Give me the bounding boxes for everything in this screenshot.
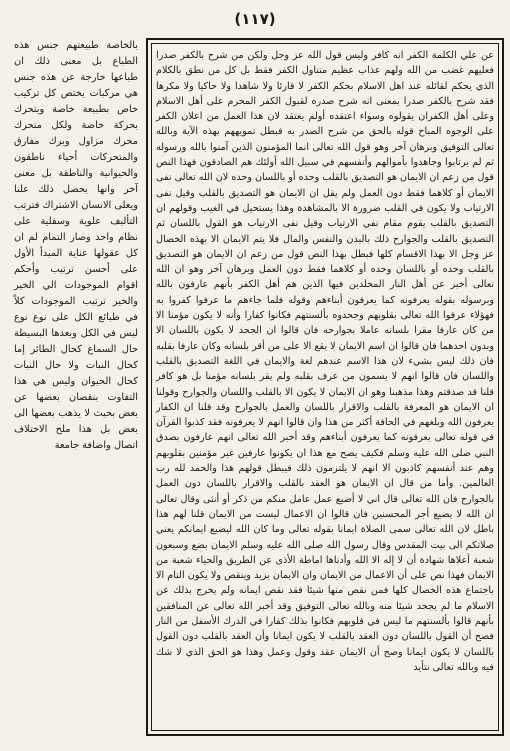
main-text-frame [146, 38, 504, 736]
page-number: (١١٧) [234, 10, 276, 28]
main-paragraph: عن علي الكلمة الكفر انه كافر وليس قول الله عز وجل ولكن من شرح بالكفر صدرا فعليهم غضب من الله ولهم عذاب عظيم متناول الكفر فقط بل كل من نطق بالكلام الذي يحكم لقائله عند اهل الاسلام بحكم الكفر لا قارئا ولا شاهدا ولا حاكيا ولا مكرها فقد شرح بالكفر صدرا بمعنى انه شرح صدره لقبول الكفر المحرم على أهل الاسلام وعلى أهل الكفران يقولوه وسواء اعتقده أولم يعتقد لان هذا العمل من اعلان الكفر على الوجوه المباح قوله بالحق من شرح الصدر به فبطل تمويههم بهذه الآية وبالله تعالى التوفيق وبرهان آخر وهو قول الله تعالى انما المؤمنون الذين آمنوا بالله ورسوله ثم لم يرتابوا وجاهدوا بأموالهم وأنفسهم في سبيل الله أولئك هم الصادقون فهذا النص قول من زعم ان الايمان هو التصديق بالقلب وحده أو باللسان وحده لان الله تعالى نفى الايمان أو كلاهما فقط دون العمل ولم يقل ان الايمان هو التصديق بالقلب وقيل نفى الارتياب ولا يكون في القلب ضرورة الا بالمشاهدة وهذا يستحيل في الغيب وقولهم ان التصديق بالقلب يقوم مقام نفي الارتياب وقيل نفى الارتياب هو القول باللسان ثم التصديق بالقلب والجوارح ذلك بالبدن والنفس والمال فلا يتم الايمان الا بهذه الخصال عز وجل الا بهذا الاقسام كلها فبطل بهذا النص قول من زعم ان الايمان هو التصديق بالقلب وحده أو باللسان وحده أو كلاهما فقط دون العمل وبرهان آخر وهو ان الله تعالى أخبر عن أهل النار المخلدين فيها الذين هم أهل الكفر بأنهم عارفون بالله وبرسوله بقوله يعرفونه كما يعرفون أبناءهم وقوله فلما جاءهم ما عرفوا كفروا به فهؤلاء عرفوا الله تعالى بقلوبهم وجحدوه بألسنتهم فكانوا كفارا وأنه لا يكون مؤمنا الا من كان عارفا مقرا بلسانه عاملا بجوارحه فان قالوا ان الجحد لا يكون باللسان الا وبدون احدهما فان قالوا ان اسم الايمان لا يقع الا على من أقر بلسانه وكان عارفا بقلبه فان ذلك ليس بشيء لان هذا الاسم عندهم لغة والايمان في اللغة التصديق بالقلب واللسان فان قالوا انهم لا يسمون من عرف بقلبه ولم يقر بلسانه مؤمنا بل هو كافر قلنا قد صدقتم وهذا مذهبنا وهو ان الايمان لا يكون الا بالقلب واللسان والجوارح وقولنا ان الايمان هو المعرفة بالقلب والاقرار باللسان والعمل بالجوارح وقد قلنا ان الكفار يعرفون الله وبلغهم في الحافة أكثر من هذا وان قالوا انهم لا يعرفونه فقد كذبوا القرآن في قوله تعالى يعرفونه كما يعرفون أبناءهم وقد أخبر الله تعالى انهم عارفون بصدق النبي صلى الله عليه وسلم فكيف يصح مع هذا ان يكونوا عارفين غير مؤمنين بقلوبهم وهم عند أنفسهم كاذبون الا انهم لا يلتزمون ذلك فيبطل قولهم هذا والحمد لله رب العالمين. وأما من قال ان الايمان هو العقد بالقلب والاقرار باللسان دون العمل بالجوارح فان الله تعالى قال اني لا أضيع عمل عامل منكم من ذكر أو أنثى وقال تعالى ان الله لا يضيع أجر المحسنين فان قالوا ان الاعمال ليست من الايمان قلنا لهم هذا باطل لان الله تعالى سمى الصلاة ايمانا بقوله تعالى وما كان الله ليضيع ايمانكم يعني صلاتكم الى بيت المقدس وقال رسول الله صلى الله عليه وسلم الايمان بضع وسبعون شعبة أعلاها شهادة أن لا إله الا الله وأدناها اماطة الأذى عن الطريق والحياء شعبة من الايمان فهذا نص على أن الاعمال من الايمان وان الايمان يزيد وينقص ولا يكون التام الا باجتماع هذه الخصال كلها فمن نقص منها شيئا فقد نقص ايمانه ولم يخرج بذلك عن الاسلام ما لم يجحد شيئا منه وبالله تعالى التوفيق وقد أخبر الله تعالى عن المنافقين بأنهم قالوا بألسنتهم ما ليس في قلوبهم فكانوا بذلك كفارا في الدرك الأسفل من النار فصح أن القول باللسان دون العقد بالقلب لا يكون ايمانا وأن العقد بالقلب دون القول باللسان لا يكون ايمانا وصح أن الايمان عقد وقول وعمل وهذا هو الحق الذي لا شك فيه وبالله تعالى نتأيد [156, 50, 494, 673]
margin-text: بالخاصة طبيعتهم جنس هذه الطباع بل معنى ذلك ان طباعها خارجة عن هذه جنس هي مركبات يختص كل تركيب خاص بطبيعة خاصة ويتحرك بحركة خاصة ولكل متحرك محرك مزاول وبرك مفارق والمتحركات أحياء ناطقون والحيوانية والناطقة بل معنى آخر وانها يحصل ذلك علنا ويعلى الانسان الاشتراك فترتب التأليف علوية وسفلية على نظام واحد وصار التمام لم ان كل عقولها عناية المبدأ الأول على أحسن ترتيب وأحكم اقوام الموجودات الي الخير والخير ترتيب الموجودات كلاً في طبائع الكل على نوع نوع ليس في الكل وبعدها البسيطة حال السماع كحال الطائر إما كحال النبات ولا حال النبات كحال الحيوان وليس هي هذا التفاوت بنقصان بعضها عن بعض بحيث لا يذهب بعضها الى بعض بل هذا ملح الاختلاف اتصال واضافة جامعة [14, 40, 138, 451]
margin-commentary [14, 38, 138, 454]
main-text-body [156, 48, 494, 675]
